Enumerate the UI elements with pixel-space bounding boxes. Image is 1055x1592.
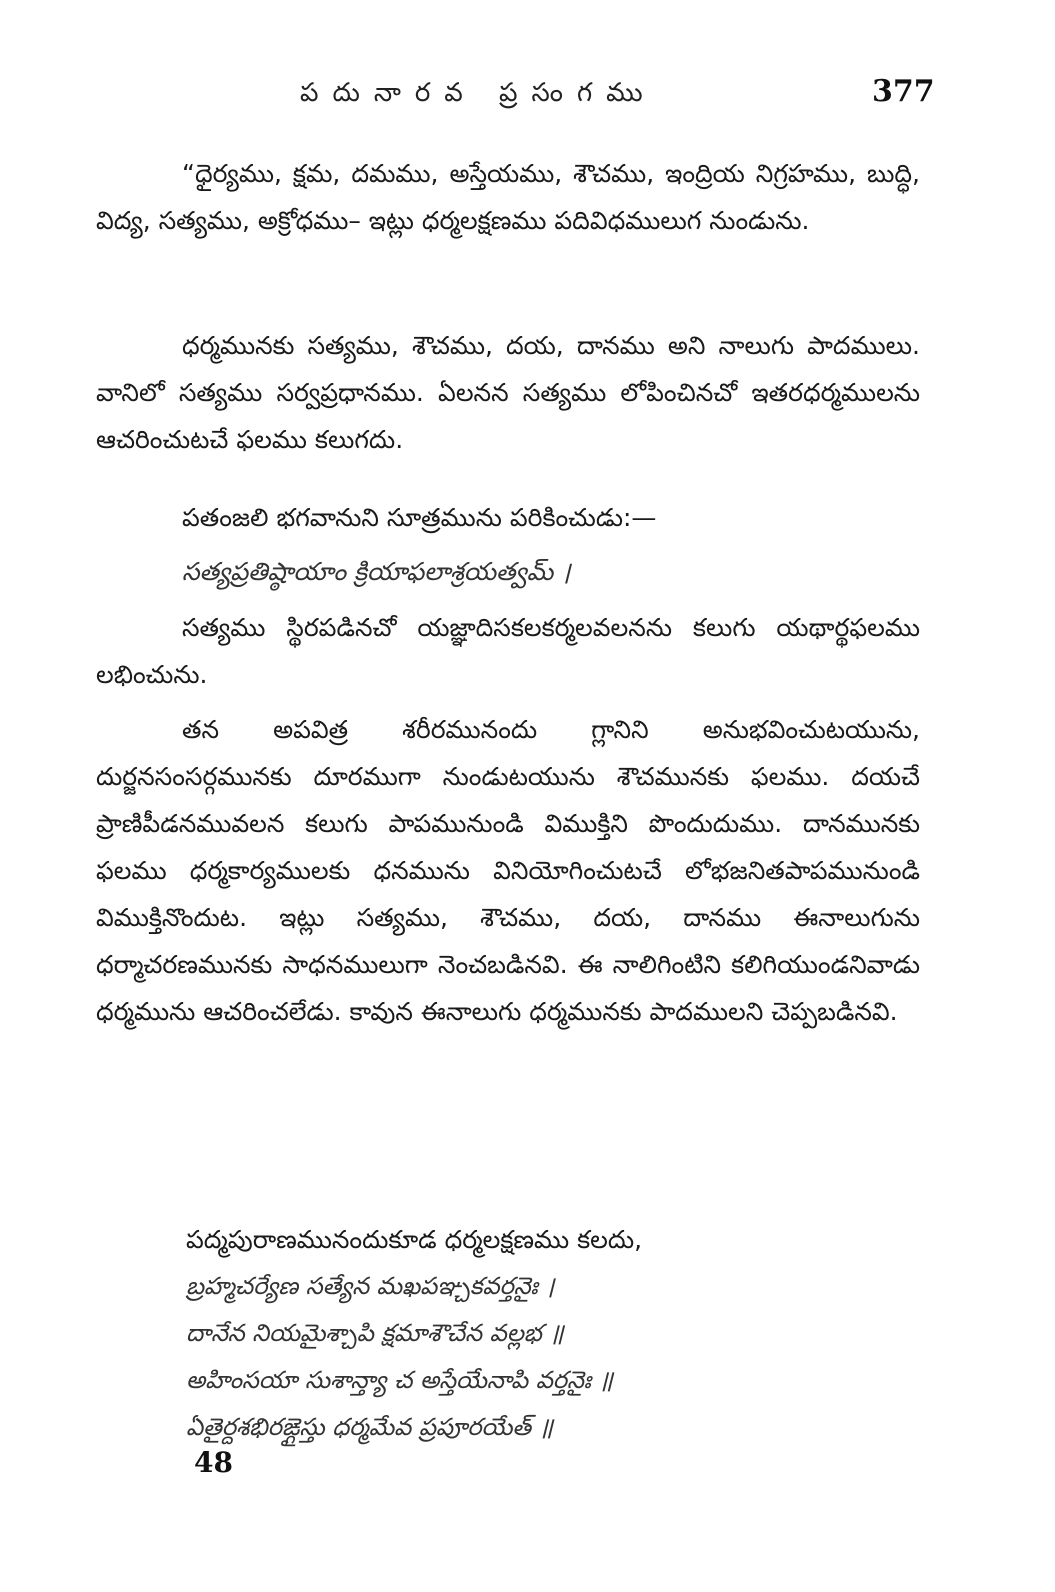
sutra-text: సత్యప్రతిష్ఠాయాం క్రియాఫలాశ్రయత్వమ్ । — [182, 557, 571, 586]
paragraph-dharma-lakshanas — [96, 150, 920, 244]
sutra-quote — [96, 548, 920, 595]
verse-line: బ్రహ్మచర్యేణ సత్యేన మఖపఞ్చకవర్తనైః । — [186, 1272, 555, 1300]
paragraph-patanjali-intro — [96, 494, 920, 541]
paragraph-text: ధర్మమునకు సత్యము, శౌచము, దయ, దానము అని నాలుగు పాదములు. వానిలో సత్యము సర్వప్రధానము. ఏలనన సత్యము లోపించినచో ఇతరధర్మములను ఆచరించుటచే ఫలము కలుగదు. — [96, 331, 920, 454]
paragraph-sutra-meaning — [96, 604, 920, 698]
paragraph-text: పతంజలి భగవానుని సూత్రమును పరికించుడు:— — [182, 503, 657, 532]
signature-mark: 48 — [194, 1446, 233, 1479]
verse-line: దానేన నియమైశ్చాపి క్షమాశౌచేన వల్లభ ॥ — [186, 1319, 564, 1347]
paragraph-text: తన అపవిత్ర శరీరమునందు గ్లానిని అనుభవించుటయును, దుర్జనసంసర్గమునకు దూరముగా నుండుటయును శౌచమునకు ఫలము. దయచే ప్రాణిపీడనమువలన కలుగు పాపమునుండి విముక్తిని పొందుదుము. దానమునకు ఫలము ధర్మకార్యములకు ధనమును వినియోగించుటచే లోభజనితపాపమునుండి విముక్తినొందుట. ఇట్లు సత్యము, శౌచము, దయ, దానము ఈనాలుగును ధర్మాచరణమునకు సాధనములుగా నెంచబడినవి. ఈ నాలిగింటిని కలిగియుండనివాడు ధర్మమును ఆచరించలేడు. కావున ఈనాలుగు ధర్మమునకు పాదములని చెప్పబడినవి. — [96, 715, 920, 1026]
paragraph-text: సత్యము స్థిరపడినచో యజ్ఞాదిసకలకర్మలవలనను కలుగు యథార్థఫలము లభించును. — [96, 613, 920, 689]
padma-purana-quotation — [186, 1216, 926, 1451]
paragraph-four-feet — [96, 322, 920, 463]
paragraph-fruits — [96, 706, 920, 1035]
quotation-intro: పద్మపురాణమునందుకూడ ధర్మలక్షణము కలదు, — [186, 1225, 643, 1254]
verse-line: అహింసయా సుశాన్త్యా చ అస్తేయేనాపి వర్తనైః ॥ — [186, 1366, 613, 1394]
verse-line: ఏతైర్దశభిరఙ్గైస్తు ధర్మమేవ ప్రపూరయేత్ ॥ — [186, 1413, 554, 1441]
page-number: 377 — [872, 74, 935, 109]
running-head-title: పదునారవ ప్రసంగము — [300, 78, 657, 108]
paragraph-text: “ధైర్యము, క్షమ, దమము, అస్తేయము, శౌచము, ఇంద్రియ నిగ్రహము, బుద్ధి, విద్య, సత్యము, అక్రోధము– ఇట్లు ధర్మలక్షణము పదివిధములుగ నుండును. — [96, 159, 920, 235]
